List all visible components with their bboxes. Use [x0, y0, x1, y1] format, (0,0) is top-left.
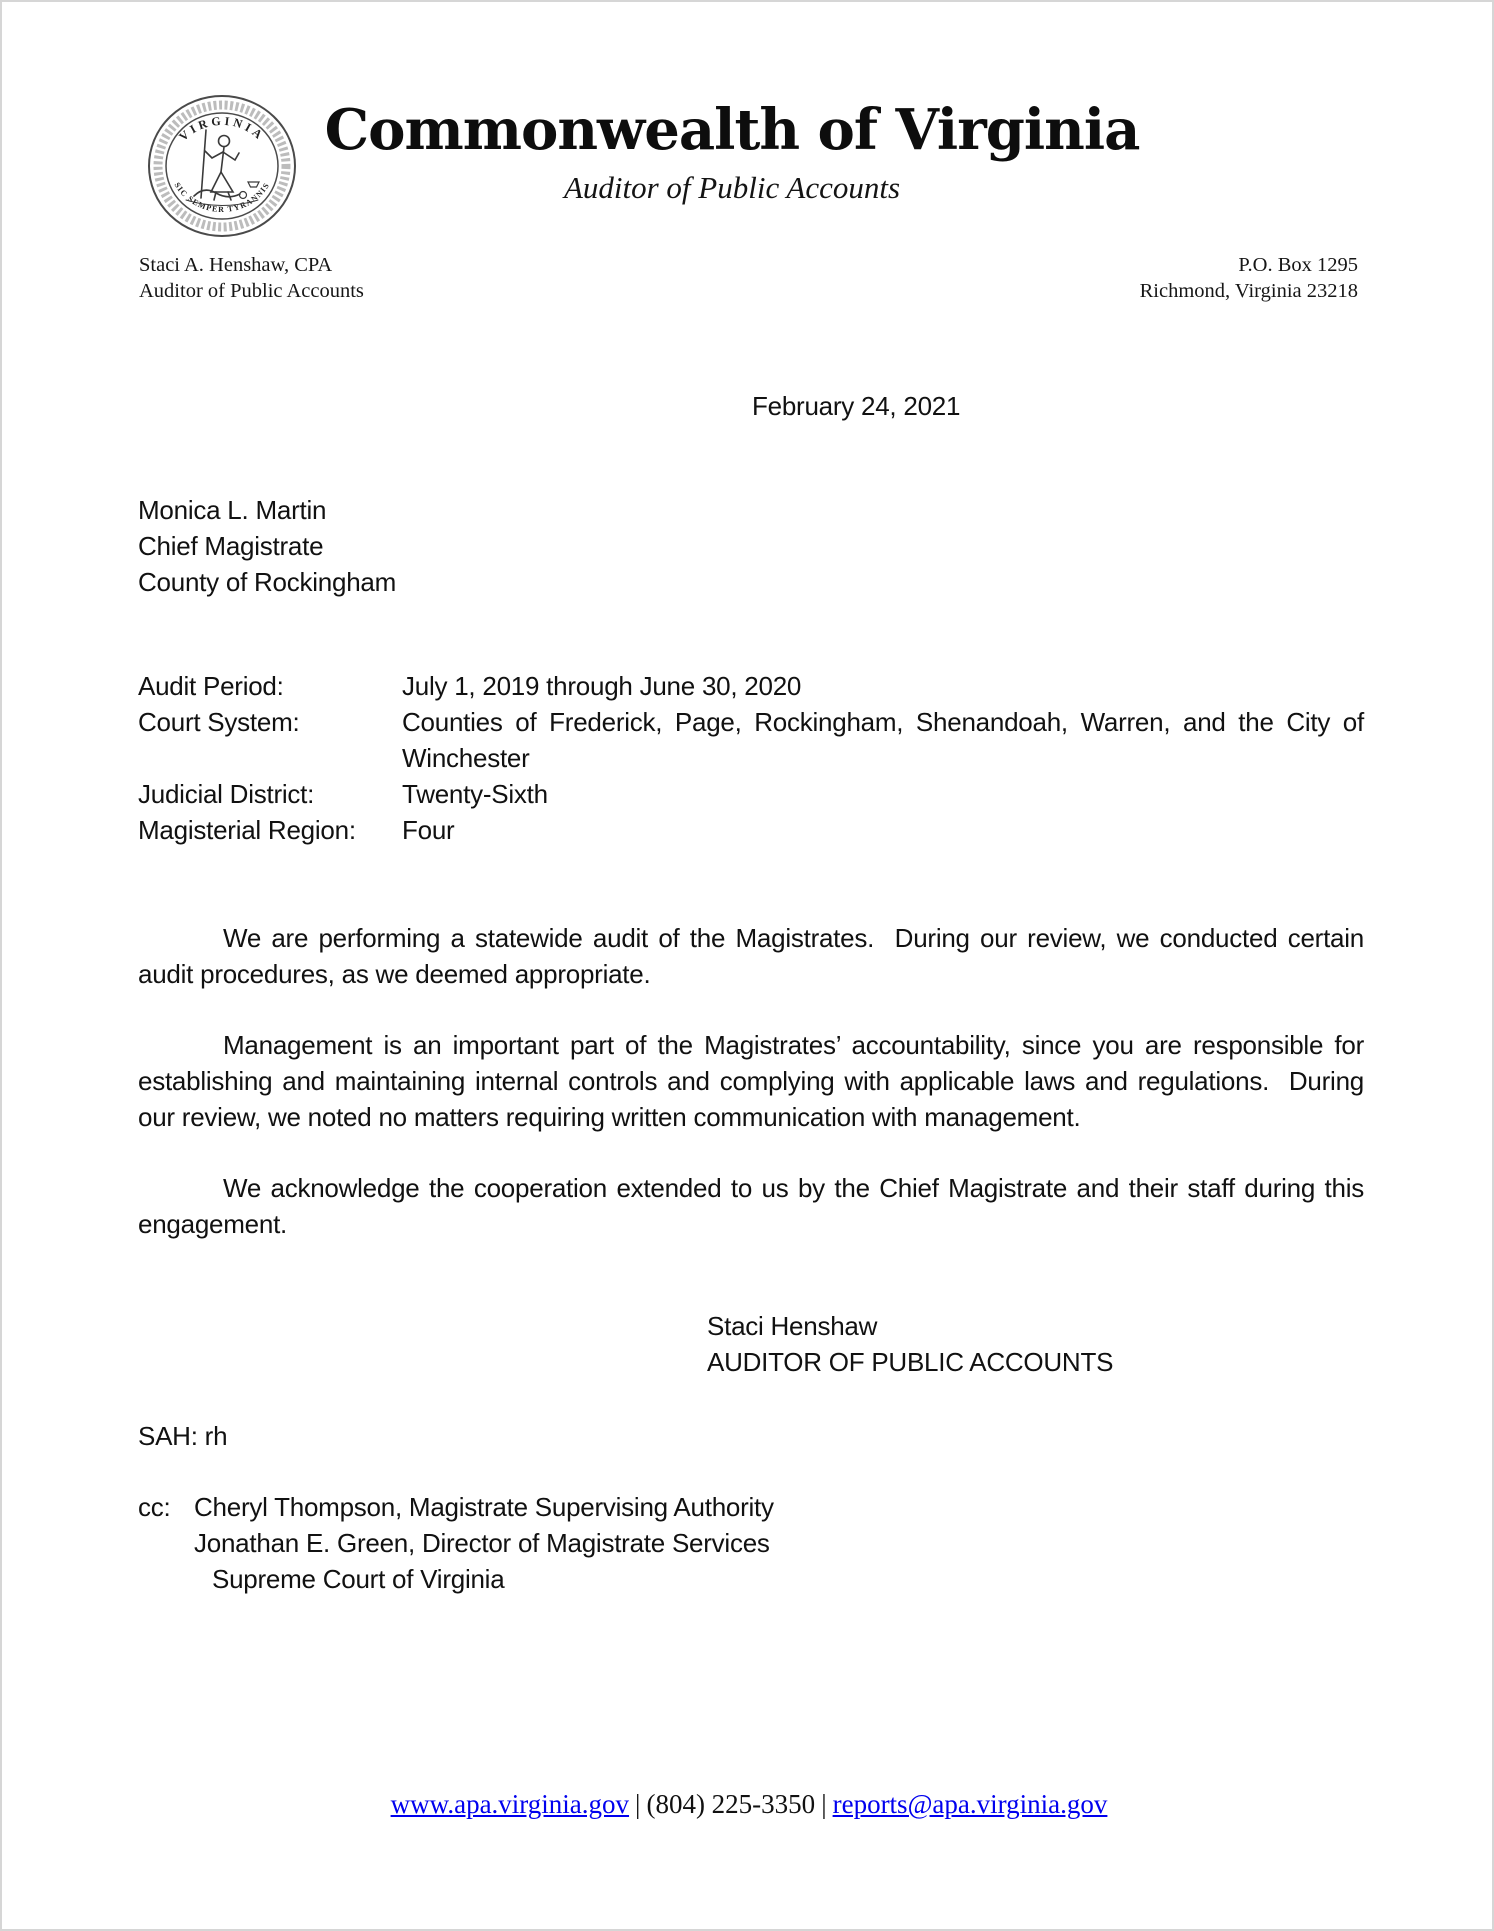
recipient-title: Chief Magistrate	[138, 531, 324, 561]
cc-recipient: Jonathan E. Green, Director of Magistrate Services	[194, 1528, 770, 1558]
court-system-value: Counties of Frederick, Page, Rockingham, Shenandoah, Warren, and the City of Winchester	[402, 707, 1364, 773]
recipient-locality: County of Rockingham	[138, 567, 397, 597]
letterhead-title: Commonwealth of Virginia	[324, 97, 1140, 163]
body-paragraph-1: We are performing a statewide audit of the Magistrates. During our review, we conducted certain audit procedures, as we deemed appropriate.	[138, 923, 1371, 989]
audit-period-value: July 1, 2019 through June 30, 2020	[402, 671, 802, 701]
seal-bottom-label: SIC SEMPER TYRANNIS	[172, 180, 272, 215]
audit-period-label: Audit Period:	[138, 671, 284, 701]
reference-initials: SAH: rh	[138, 1421, 228, 1451]
footer-separator: |	[635, 1789, 641, 1819]
signature-block	[707, 1308, 1113, 1380]
footer-website-link[interactable]: www.apa.virginia.gov	[390, 1789, 630, 1819]
address-city: Richmond, Virginia 23218	[1139, 280, 1358, 302]
office-address-block	[902, 252, 1358, 304]
official-name: Staci A. Henshaw, CPA	[139, 254, 333, 276]
letterhead-subtitle: Auditor of Public Accounts	[563, 170, 901, 205]
cc-list	[194, 1489, 1238, 1597]
letter-date: February 24, 2021	[752, 391, 961, 421]
cc-recipient: Supreme Court of Virginia	[212, 1564, 505, 1594]
footer-contact-line	[2, 1787, 1494, 1821]
magisterial-region-label: Magisterial Region:	[138, 815, 356, 845]
address-po-box: P.O. Box 1295	[1238, 254, 1358, 276]
cc-label: cc:	[138, 1492, 171, 1522]
footer-email-link[interactable]: reports@apa.virginia.gov	[832, 1789, 1108, 1819]
judicial-district-label: Judicial District:	[138, 779, 315, 809]
recipient-name: Monica L. Martin	[138, 495, 327, 525]
court-system-label: Court System:	[138, 707, 300, 737]
body-paragraph-2: Management is an important part of the Magistrates’ accountability, since you are responsible for establishing and maintaining internal controls and complying with applicable laws and regulations. During our review, we noted no matters requiring written communication with management.	[138, 1030, 1371, 1132]
body-paragraph-3: We acknowledge the cooperation extended to us by the Chief Magistrate and their staff during this engagement.	[138, 1173, 1371, 1239]
signer-title: AUDITOR OF PUBLIC ACCOUNTS	[707, 1347, 1114, 1377]
judicial-district-value: Twenty-Sixth	[402, 779, 548, 809]
footer-separator: |	[821, 1789, 827, 1819]
magisterial-region-value: Four	[402, 815, 455, 845]
recipient-block	[138, 492, 396, 600]
footer-phone: (804) 225-3350	[646, 1789, 816, 1819]
seal-top-label: VIRGINIA	[176, 113, 268, 144]
signer-name: Staci Henshaw	[707, 1311, 878, 1341]
cc-block	[138, 1489, 1238, 1597]
official-contact-block	[139, 252, 364, 304]
cc-recipient: Cheryl Thompson, Magistrate Supervising Authority	[194, 1492, 774, 1522]
official-title: Auditor of Public Accounts	[139, 280, 364, 302]
audit-info-table	[138, 668, 1364, 848]
